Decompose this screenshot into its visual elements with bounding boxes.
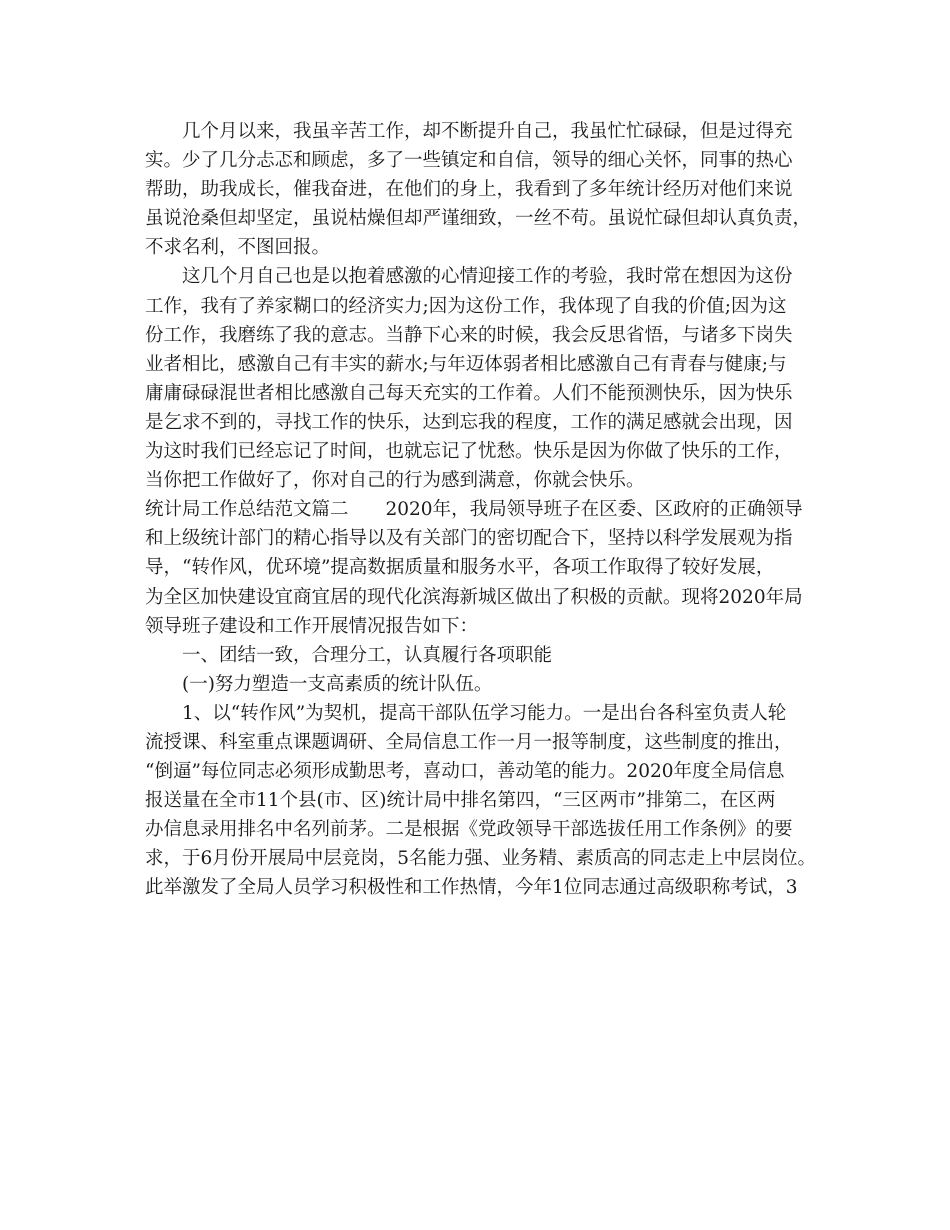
text-line: 办信息录用排名中名列前茅。二是根据《党政领导干部选拔任用工作条例》的要: [145, 819, 793, 841]
text-line: 是乞求不到的，寻找工作的快乐，达到忘我的程度，工作的满足感就会出现，因: [145, 411, 793, 433]
text-line: 份工作，我磨练了我的意志。当静下心来的时候，我会反思省悟，与诸多下岗失: [145, 324, 793, 346]
text-line: 流授课、科室重点课题调研、全局信息工作一月一报等制度，这些制度的推出，: [145, 731, 793, 753]
text-line: 当你把工作做好了，你对自己的行为感到满意，你就会快乐。: [145, 470, 645, 492]
text-line: 1、以“转作风”为契机，提高干部队伍学习能力。一是出台各科室负责人轮: [182, 702, 787, 724]
text-line: 工作，我有了养家糊口的经济实力;因为这份工作，我体现了自我的价值;因为这: [145, 295, 787, 317]
text-line: 和上级统计部门的精心指导以及有关部门的密切配合下，坚持以科学发展观为指: [145, 528, 793, 550]
text-line: 庸庸碌碌混世者相比感激自己每天充实的工作着。人们不能预测快乐，因为快乐: [145, 382, 793, 404]
text-line: 统计局工作总结范文篇二 2020年，我局领导班子在区委、区政府的正确领导: [145, 499, 803, 521]
text-line: 帮助，助我成长，催我奋进，在他们的身上，我看到了多年统计经历对他们来说: [145, 179, 793, 201]
text-line: (一)努力塑造一支高素质的统计队伍。: [182, 673, 493, 695]
text-line: 为全区加快建设宜商宜居的现代化滨海新城区做出了积极的贡献。现将2020年局: [145, 586, 803, 608]
text-line: 求，于6月份开展局中层竞岗，5名能力强、业务精、素质高的同志走上中层岗位。: [145, 848, 817, 870]
text-line: 为这时我们已经忘记了时间，也就忘记了忧愁。快乐是因为你做了快乐的工作，: [145, 441, 793, 463]
text-line: 业者相比，感激自己有丰实的薪水;与年迈体弱者相比感激自己有青春与健康;与: [145, 353, 787, 375]
text-line: 一、团结一致，合理分工，认真履行各项职能: [182, 644, 553, 666]
text-line: 几个月以来，我虽辛苦工作，却不断提升自己，我虽忙忙碌碌，但是过得充: [182, 121, 793, 142]
text-line: 报送量在全市11个县(市、区)统计局中排名第四，“三区两市”排第二，在区两: [145, 790, 776, 812]
text-line: 这几个月自己也是以抱着感激的心情迎接工作的考验，我时常在想因为这份: [182, 266, 793, 288]
text-line: 此举激发了全局人员学习积极性和工作热情，今年1位同志通过高级职称考试，3: [145, 877, 798, 899]
text-line: 领导班子建设和工作开展情况报告如下：: [145, 615, 479, 637]
text-line: 虽说沧桑但却坚定，虽说枯燥但却严谨细致，一丝不苟。虽说忙碌但却认真负责，: [145, 208, 812, 230]
text-line: “倒逼”每位同志必须形成勤思考，喜动口，善动笔的能力。2020年度全局信息: [145, 761, 785, 783]
text-line: 导，“转作风，优环境”提高数据质量和服务水平，各项工作取得了较好发展，: [145, 557, 775, 579]
document-body: [145, 117, 835, 903]
text-line: 不求名利，不图回报。: [145, 237, 331, 259]
text-line: 实。少了几分忐忑和顾虑，多了一些镇定和自信，领导的细心关怀，同事的热心: [145, 150, 793, 172]
